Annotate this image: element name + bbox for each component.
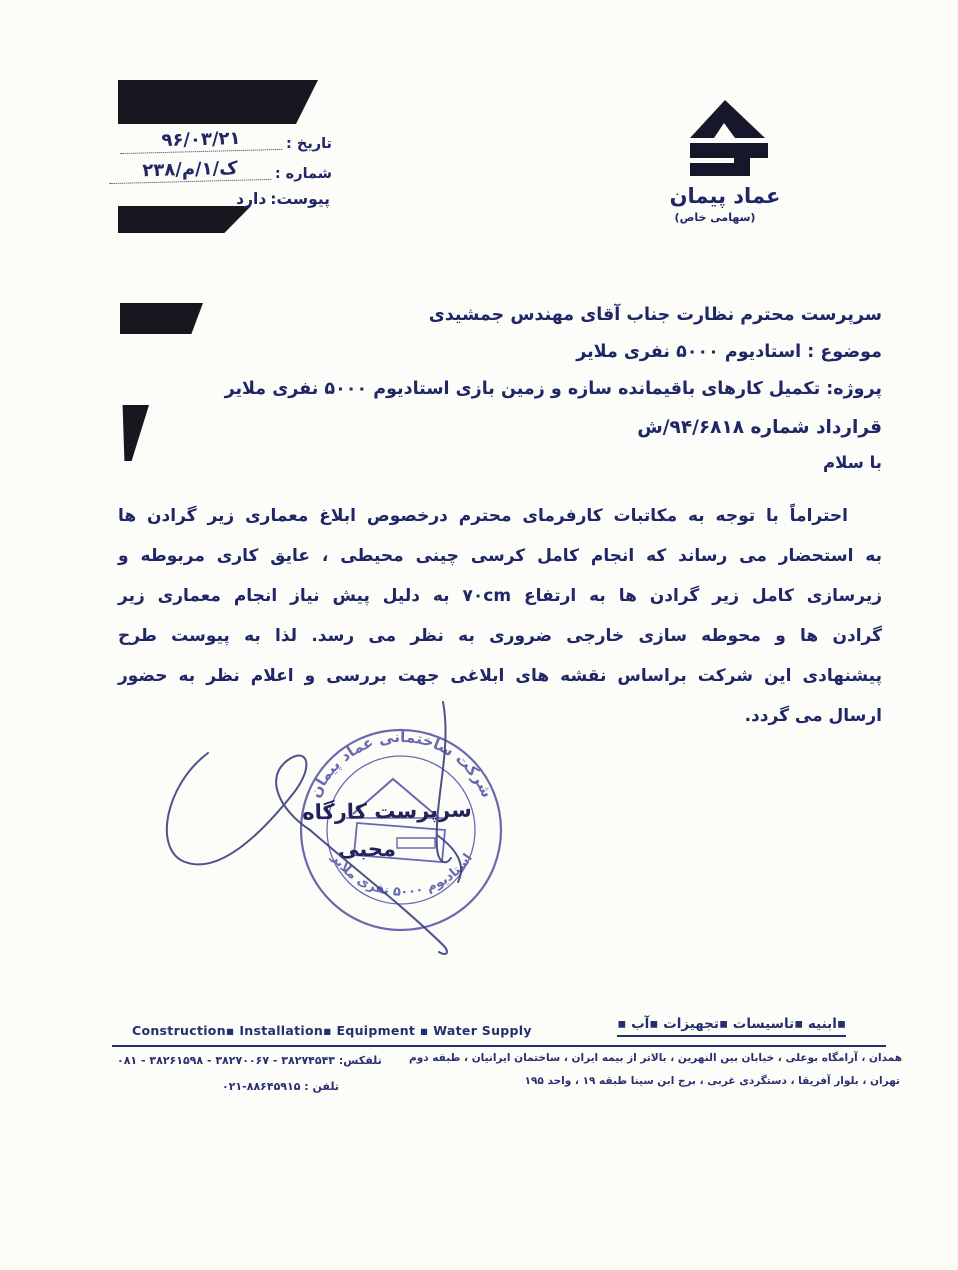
signature [140,690,480,970]
body-line: زیرسازی کامل زیر گرادن ها به ارتفاع ۷۰cm به دلیل پیش نیاز انجام معماری زیر [118,586,882,606]
attachment-label: پیوست: [270,190,330,208]
salutation-line: با سلام [823,453,882,472]
number-field [109,159,332,182]
scan-mark-4 [119,405,149,461]
company-type: (سهامی خاص) [674,211,756,224]
recipient-line: سرپرست محترم نظارت جناب آقای مهندس جمشیدی [428,305,882,325]
footer-address-tehran: تهران ، بلوار آفریقا ، دستگردی غربی ، برج ابن سینا طبقه ۱۹ ، واحد ۱۹۵ [524,1075,900,1087]
company-name: عماد پیمان [669,184,781,208]
body-line: گرادن ها و محوطه سازی خارجی ضروری به نظر می رسد. لذا به پیوست طرح [118,626,882,646]
date-field [120,129,332,152]
body-line: به استحضار می رساند که انجام کامل کرسی چینی محیطی ، عایق کاری مربوطه و [118,546,882,566]
footer-phone: تلفن : ۸۸۶۴۵۹۱۵-۰۲۱ [222,1080,339,1093]
stamp-role-text: سرپرست کارگاه [302,797,472,825]
stamp-ring-top-text: شرکت ساختمانی عماد پیمان [305,727,497,801]
body-line: احتراماً با توجه به مکاتبات کارفرمای محترم درخصوص ابلاغ معماری زیر گرادن ها [118,506,848,526]
attachment-value: دارد [236,190,267,208]
scan-mark-3 [120,303,203,334]
stamp-signatory-name: محبی [338,837,396,861]
date-label: تاریخ : [286,136,332,152]
footer-address-hamedan: همدان ، آرامگاه بوعلی ، خیابان بین النهرین ، بالاتر از بیمه ایران ، ساختمان ایرانیان ، طبقه دوم [409,1052,902,1064]
attachment-field [236,190,330,208]
footer-services-fa: ▪ابنیه ▪تاسیسات ▪تجهیزات ▪آب ▪ [617,1016,846,1037]
scan-redaction-bar-2 [118,206,251,233]
company-logo-icon [676,92,788,184]
footer-divider [112,1045,886,1047]
body-line: پیشنهادی این شرکت براساس نقشه های ابلاغی جهت بررسی و اعلام نظر به حضور [118,666,882,686]
date-value-handwritten: ۹۶/۰۳/۲۱ [120,127,283,154]
subject-line: موضوع : استادیوم ۵۰۰۰ نفری ملایر [576,342,882,362]
footer-telefax: تلفکس: ۳۸۲۷۴۵۴۳ - ۳۸۲۷۰۰۶۷ - ۳۸۲۶۱۵۹۸ - ۰۸۱ [117,1054,382,1067]
footer-services-en: Construction▪ Installation▪ Equipment ▪ Water Supply [132,1023,532,1038]
project-line: پروژه: تکمیل کارهای باقیمانده سازه و زمین بازی استادیوم ۵۰۰۰ نفری ملایر [224,379,882,399]
number-label: شماره : [274,166,332,182]
number-value-handwritten: ک/۱/م/۲۳۸ [109,157,272,184]
stamp-ring-bottom-text: استادیوم ۵۰۰۰ نفری ملایر [328,850,476,900]
contract-line: قرارداد شماره ۹۴/۶۸۱۸/ش [637,417,882,438]
body-line: ارسال می گردد. [744,706,882,726]
scan-redaction-bar-top [118,80,318,124]
